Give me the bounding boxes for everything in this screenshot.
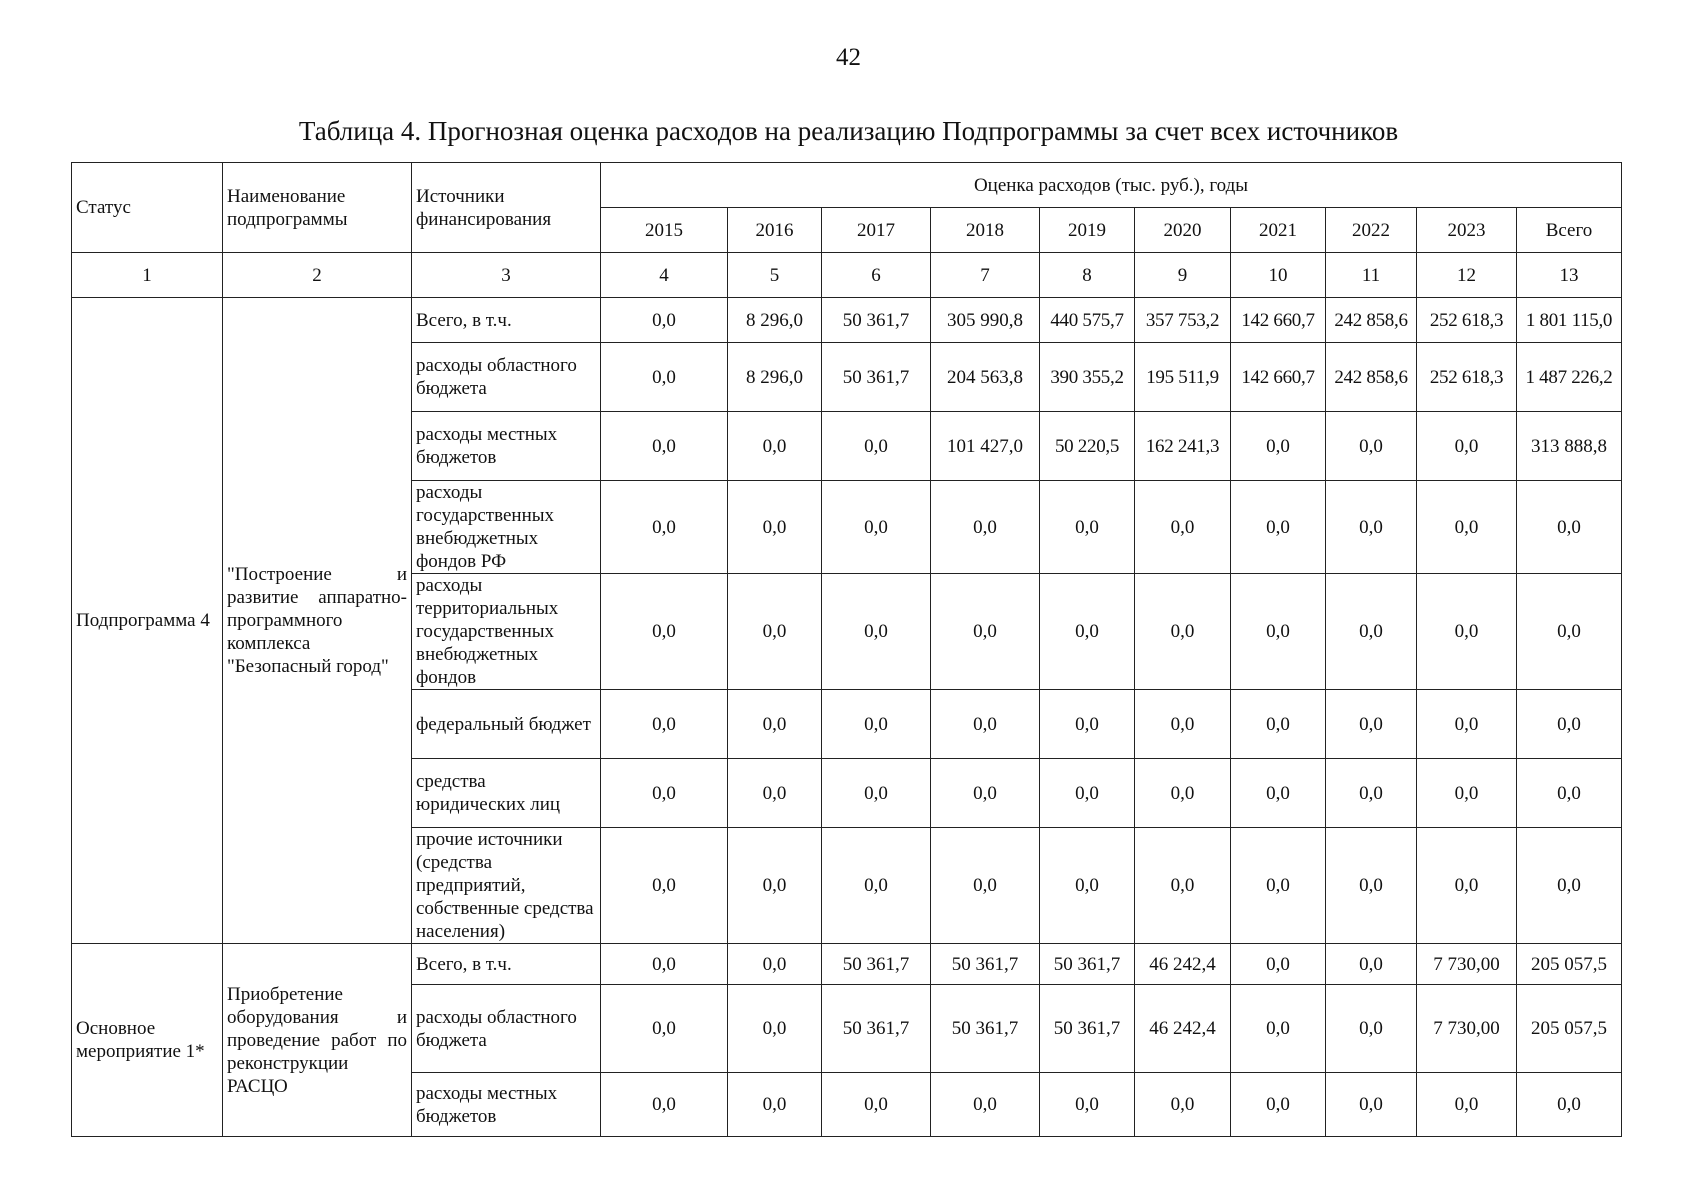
column-number: 3 (412, 253, 601, 298)
header-year: 2018 (931, 208, 1040, 253)
value-cell: 0,0 (1040, 481, 1135, 574)
column-number: 1 (72, 253, 223, 298)
value-cell: 390 355,2 (1040, 343, 1135, 412)
column-number: 10 (1231, 253, 1326, 298)
status-cell: Подпрограмма 4 (72, 298, 223, 944)
total-cell: 0,0 (1517, 574, 1622, 690)
header-year: 2022 (1326, 208, 1417, 253)
total-cell: 1 487 226,2 (1517, 343, 1622, 412)
value-cell: 0,0 (1417, 1073, 1517, 1137)
value-cell: 50 361,7 (822, 985, 931, 1073)
value-cell: 142 660,7 (1231, 298, 1326, 343)
value-cell: 50 361,7 (822, 944, 931, 985)
value-cell: 0,0 (1326, 828, 1417, 944)
value-cell: 0,0 (822, 481, 931, 574)
total-cell: 313 888,8 (1517, 412, 1622, 481)
value-cell: 0,0 (1135, 574, 1231, 690)
value-cell: 252 618,3 (1417, 298, 1517, 343)
value-cell: 0,0 (1326, 481, 1417, 574)
column-number: 4 (601, 253, 728, 298)
column-number: 9 (1135, 253, 1231, 298)
header-year: 2021 (1231, 208, 1326, 253)
value-cell: 50 361,7 (1040, 944, 1135, 985)
expense-estimate-table (71, 162, 1622, 1137)
value-cell: 0,0 (1326, 759, 1417, 828)
header-total: Всего (1517, 208, 1622, 253)
header-year: 2023 (1417, 208, 1517, 253)
source-cell: прочие источники (средства предприятий, собственные средства населения) (412, 828, 601, 944)
value-cell: 0,0 (601, 481, 728, 574)
value-cell: 0,0 (1040, 690, 1135, 759)
value-cell: 7 730,00 (1417, 944, 1517, 985)
value-cell: 0,0 (1231, 574, 1326, 690)
source-cell: расходы областного бюджета (412, 985, 601, 1073)
value-cell: 0,0 (601, 985, 728, 1073)
value-cell: 0,0 (822, 759, 931, 828)
value-cell: 0,0 (1135, 690, 1231, 759)
value-cell: 0,0 (601, 574, 728, 690)
value-cell: 0,0 (1417, 690, 1517, 759)
value-cell: 0,0 (931, 481, 1040, 574)
total-cell: 0,0 (1517, 1073, 1622, 1137)
header-name: Наименование подпрограммы (223, 163, 412, 253)
source-cell: расходы местных бюджетов (412, 412, 601, 481)
value-cell: 0,0 (822, 1073, 931, 1137)
value-cell: 50 361,7 (931, 985, 1040, 1073)
value-cell: 252 618,3 (1417, 343, 1517, 412)
value-cell: 195 511,9 (1135, 343, 1231, 412)
value-cell: 0,0 (822, 574, 931, 690)
source-cell: федеральный бюджет (412, 690, 601, 759)
value-cell: 357 753,2 (1135, 298, 1231, 343)
value-cell: 0,0 (728, 1073, 822, 1137)
value-cell: 0,0 (1231, 985, 1326, 1073)
table-row (72, 944, 1622, 985)
value-cell: 0,0 (728, 944, 822, 985)
value-cell: 0,0 (601, 1073, 728, 1137)
value-cell: 0,0 (822, 412, 931, 481)
value-cell: 0,0 (1135, 1073, 1231, 1137)
value-cell: 0,0 (728, 574, 822, 690)
column-number: 2 (223, 253, 412, 298)
value-cell: 0,0 (1417, 481, 1517, 574)
total-cell: 0,0 (1517, 759, 1622, 828)
value-cell: 0,0 (601, 298, 728, 343)
source-cell: Всего, в т.ч. (412, 944, 601, 985)
value-cell: 204 563,8 (931, 343, 1040, 412)
value-cell: 0,0 (601, 828, 728, 944)
value-cell: 0,0 (1040, 574, 1135, 690)
source-cell: расходы государственных внебюджетных фондов РФ (412, 481, 601, 574)
column-number: 6 (822, 253, 931, 298)
header-status: Статус (72, 163, 223, 253)
value-cell: 0,0 (1326, 412, 1417, 481)
source-cell: средства юридических лиц (412, 759, 601, 828)
value-cell: 0,0 (1135, 759, 1231, 828)
header-year: 2019 (1040, 208, 1135, 253)
table-row (72, 298, 1622, 343)
value-cell: 0,0 (728, 985, 822, 1073)
value-cell: 50 361,7 (822, 343, 931, 412)
value-cell: 0,0 (601, 759, 728, 828)
value-cell: 242 858,6 (1326, 343, 1417, 412)
value-cell: 0,0 (1231, 828, 1326, 944)
value-cell: 0,0 (1326, 944, 1417, 985)
column-number: 8 (1040, 253, 1135, 298)
column-number: 5 (728, 253, 822, 298)
value-cell: 0,0 (1231, 759, 1326, 828)
value-cell: 0,0 (1040, 1073, 1135, 1137)
value-cell: 0,0 (1326, 574, 1417, 690)
value-cell: 242 858,6 (1326, 298, 1417, 343)
column-number: 7 (931, 253, 1040, 298)
value-cell: 0,0 (1231, 690, 1326, 759)
value-cell: 162 241,3 (1135, 412, 1231, 481)
header-year: 2015 (601, 208, 728, 253)
value-cell: 0,0 (822, 690, 931, 759)
value-cell: 0,0 (601, 944, 728, 985)
value-cell: 0,0 (1231, 944, 1326, 985)
value-cell: 8 296,0 (728, 298, 822, 343)
value-cell: 0,0 (822, 828, 931, 944)
value-cell: 0,0 (931, 574, 1040, 690)
value-cell: 0,0 (1135, 481, 1231, 574)
source-cell: Всего, в т.ч. (412, 298, 601, 343)
value-cell: 0,0 (728, 690, 822, 759)
header-estimate: Оценка расходов (тыс. руб.), годы (601, 163, 1622, 208)
header-year: 2020 (1135, 208, 1231, 253)
value-cell: 0,0 (1417, 759, 1517, 828)
page-number: 42 (836, 44, 861, 71)
total-cell: 205 057,5 (1517, 944, 1622, 985)
value-cell: 0,0 (601, 690, 728, 759)
column-number: 12 (1417, 253, 1517, 298)
header-year: 2016 (728, 208, 822, 253)
status-cell: Основное мероприятие 1* (72, 944, 223, 1137)
value-cell: 0,0 (931, 690, 1040, 759)
value-cell: 50 361,7 (1040, 985, 1135, 1073)
value-cell: 0,0 (1417, 574, 1517, 690)
value-cell: 46 242,4 (1135, 985, 1231, 1073)
source-cell: расходы местных бюджетов (412, 1073, 601, 1137)
column-number: 11 (1326, 253, 1417, 298)
value-cell: 0,0 (931, 759, 1040, 828)
value-cell: 0,0 (1231, 412, 1326, 481)
value-cell: 46 242,4 (1135, 944, 1231, 985)
value-cell: 0,0 (1326, 985, 1417, 1073)
value-cell: 0,0 (601, 412, 728, 481)
total-cell: 0,0 (1517, 690, 1622, 759)
value-cell: 0,0 (728, 828, 822, 944)
table-title: Таблица 4. Прогнозная оценка расходов на реализацию Подпрограммы за счет всех источников (298, 116, 1399, 146)
subprogram-name-cell: "Построение и развитие аппаратно-программного комплекса "Безопасный город" (223, 298, 412, 944)
value-cell: 50 361,7 (822, 298, 931, 343)
value-cell: 0,0 (931, 1073, 1040, 1137)
source-cell: расходы областного бюджета (412, 343, 601, 412)
value-cell: 50 220,5 (1040, 412, 1135, 481)
column-number-row (72, 253, 1622, 298)
header-sources: Источники финансирования (412, 163, 601, 253)
value-cell: 0,0 (1417, 412, 1517, 481)
measure-name-cell: Приобретение оборудования и проведение работ по реконструкции РАСЦО (223, 944, 412, 1137)
total-cell: 1 801 115,0 (1517, 298, 1622, 343)
value-cell: 7 730,00 (1417, 985, 1517, 1073)
value-cell: 0,0 (1231, 481, 1326, 574)
source-cell: расходы территориальных государственных внебюджетных фондов (412, 574, 601, 690)
value-cell: 0,0 (728, 412, 822, 481)
column-number: 13 (1517, 253, 1622, 298)
value-cell: 440 575,7 (1040, 298, 1135, 343)
value-cell: 101 427,0 (931, 412, 1040, 481)
value-cell: 0,0 (1135, 828, 1231, 944)
value-cell: 0,0 (1040, 759, 1135, 828)
value-cell: 0,0 (1231, 1073, 1326, 1137)
value-cell: 0,0 (601, 343, 728, 412)
total-cell: 205 057,5 (1517, 985, 1622, 1073)
value-cell: 0,0 (1326, 1073, 1417, 1137)
header-year: 2017 (822, 208, 931, 253)
value-cell: 142 660,7 (1231, 343, 1326, 412)
value-cell: 8 296,0 (728, 343, 822, 412)
value-cell: 0,0 (1326, 690, 1417, 759)
total-cell: 0,0 (1517, 481, 1622, 574)
value-cell: 0,0 (931, 828, 1040, 944)
total-cell: 0,0 (1517, 828, 1622, 944)
value-cell: 0,0 (1417, 828, 1517, 944)
value-cell: 305 990,8 (931, 298, 1040, 343)
value-cell: 50 361,7 (931, 944, 1040, 985)
value-cell: 0,0 (1040, 828, 1135, 944)
value-cell: 0,0 (728, 481, 822, 574)
value-cell: 0,0 (728, 759, 822, 828)
